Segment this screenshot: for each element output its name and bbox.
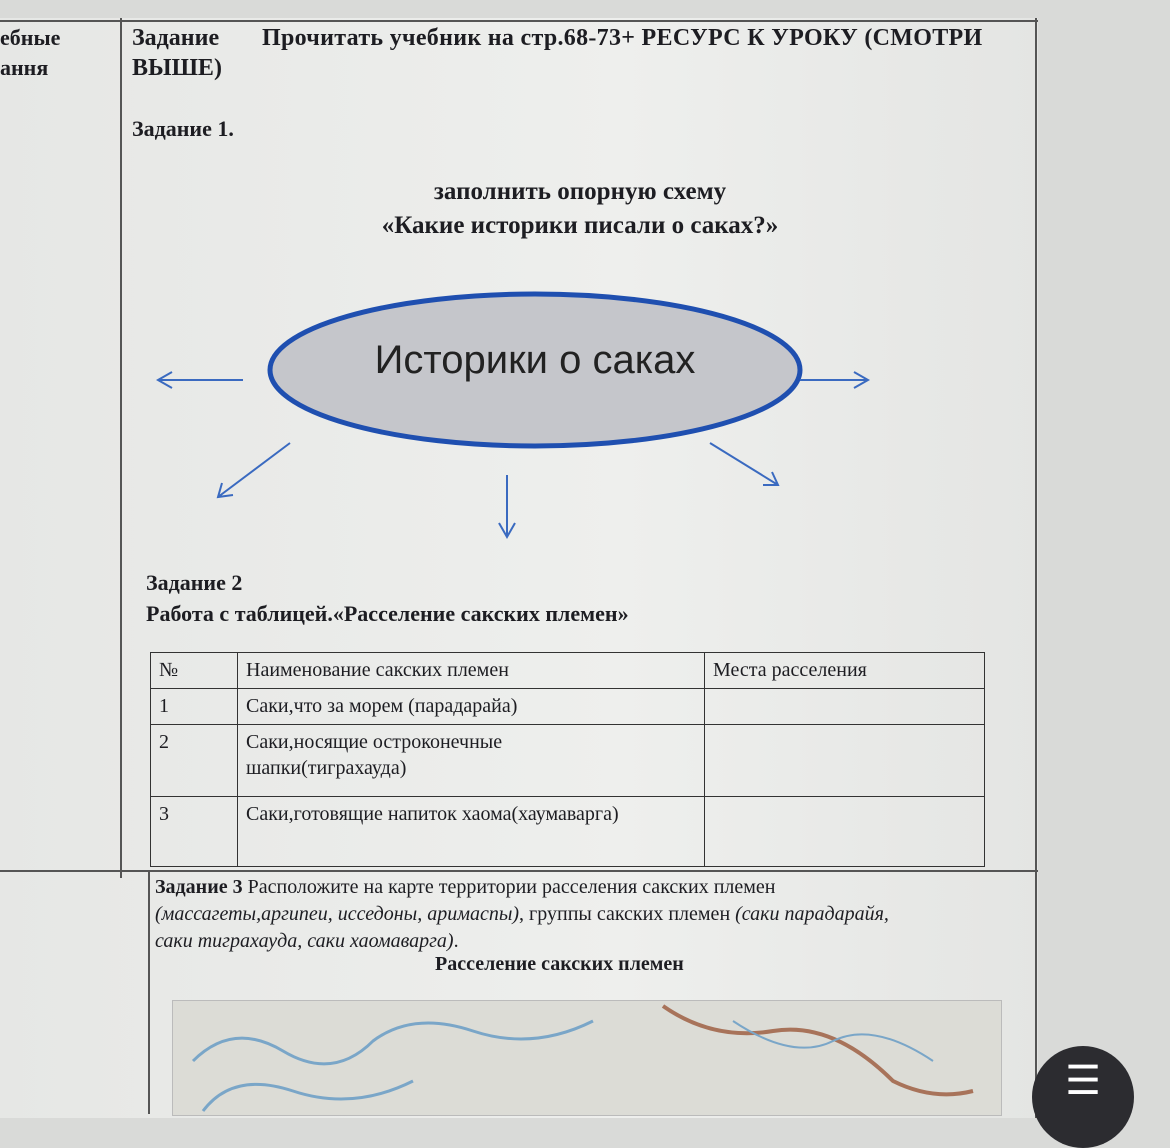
- row-divider: [0, 870, 1038, 872]
- map-rivers: [173, 1001, 1001, 1115]
- header-text: Прочитать учебник на стр.68-73+ РЕСУРС К УРОКУ (СМОТРИ: [262, 25, 983, 51]
- task3-instruction: Расположите на карте территории расселения сакских племен: [247, 876, 776, 898]
- header-text-cont: ВЫШЕ): [132, 55, 222, 81]
- task1-question: «Какие историки писали о саках?»: [381, 212, 779, 239]
- arrow-right-icon: [800, 372, 868, 388]
- table-row: [151, 725, 985, 797]
- task3-period: .: [453, 930, 459, 952]
- arrow-left-icon: [158, 372, 243, 388]
- table-row: [151, 797, 985, 867]
- row-number: 3: [151, 797, 238, 867]
- diagram-label: Историки о саках: [374, 338, 696, 382]
- arrow-down-right-icon: [710, 443, 778, 485]
- task3-tribes: (массагеты,аргипеи, исседоны, аримаспы): [155, 903, 520, 925]
- header-cell: №: [151, 653, 238, 689]
- task3-instruction-cont: , группы сакских племен: [519, 903, 731, 925]
- settlement-place[interactable]: [705, 797, 985, 867]
- task3-text: [155, 874, 915, 955]
- historians-diagram: [0, 0, 1170, 560]
- left-column-label: ебные: [0, 25, 61, 50]
- settlement-place[interactable]: [705, 689, 985, 725]
- task3-title: Задание 3: [155, 876, 243, 898]
- arrow-down-left-icon: [218, 443, 290, 497]
- task1-instruction: заполнить опорную схему: [433, 178, 727, 205]
- settlement-map: [172, 1000, 1002, 1116]
- task2-title: Задание 2: [146, 570, 243, 595]
- tribe-name: Саки,что за морем (парадарайа): [238, 689, 705, 725]
- task3-groups-cont: парадарайя, саки тиграхауда, саки хаомаварга): [155, 903, 889, 952]
- task2-subtitle: Работа с таблицей.«Расселение сакских племен»: [146, 601, 629, 626]
- header-cell: Наименование сакских племен: [238, 653, 705, 689]
- settlement-place[interactable]: [705, 725, 985, 797]
- map-title: Расселение сакских племен: [435, 953, 684, 975]
- settlement-table: [150, 652, 985, 867]
- arrow-down-icon: [499, 475, 515, 537]
- text-scan-icon: ☰: [1065, 1058, 1101, 1103]
- header-label: Задание: [132, 25, 220, 51]
- header-cell: Места расселения: [705, 653, 985, 689]
- tribe-name: Саки,готовящие напиток хаома(хаумаварга): [238, 797, 705, 867]
- table-row: [151, 689, 985, 725]
- task3-groups: (саки: [735, 903, 780, 925]
- task1-title: Задание 1.: [132, 116, 234, 141]
- row-number: 1: [151, 689, 238, 725]
- text-scan-button[interactable]: [1032, 1046, 1134, 1148]
- column-divider: [148, 870, 150, 1114]
- table-header-row: [151, 653, 985, 689]
- row-number: 2: [151, 725, 238, 797]
- left-column-label: ання: [0, 55, 49, 80]
- tribe-name: Саки,носящие остроконечные шапки(тиграхауда): [238, 725, 705, 797]
